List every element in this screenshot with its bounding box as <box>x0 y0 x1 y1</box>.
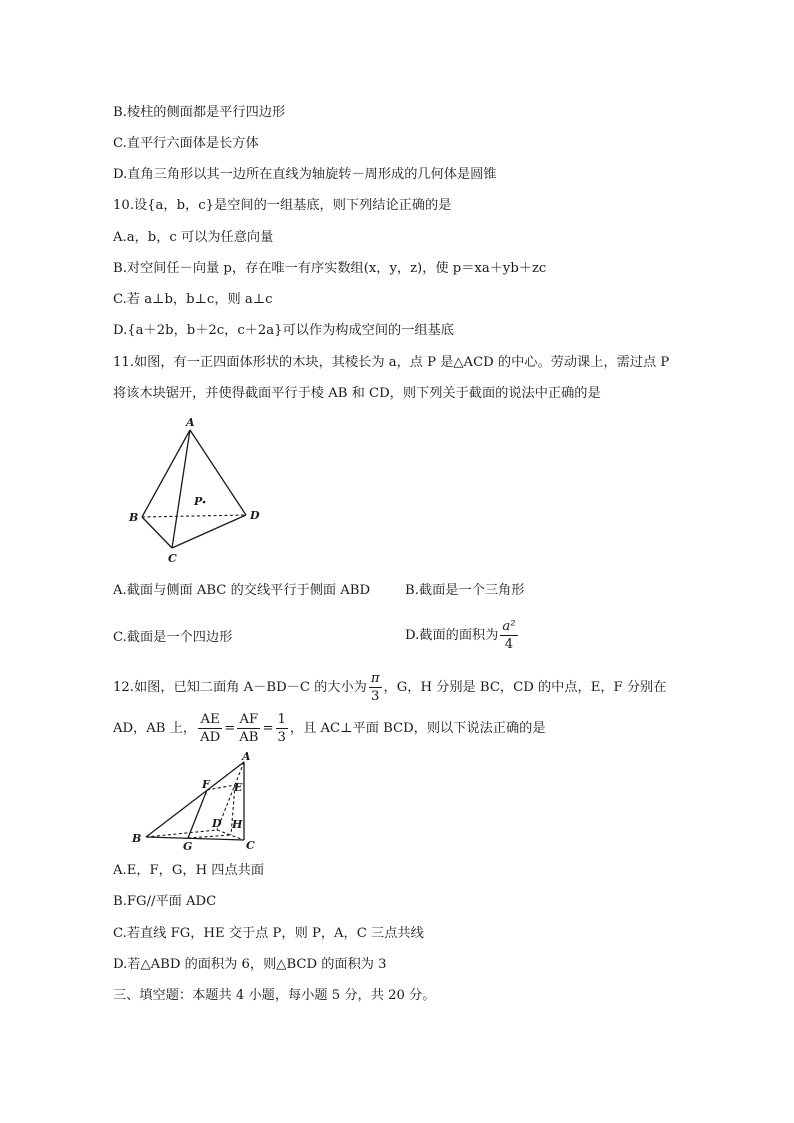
question-12-text-a: 12.如图，已知二面角 A－BD－C 的大小为 <box>113 680 367 695</box>
option-12d: D.若△ABD 的面积为 6，则△BCD 的面积为 3 <box>113 957 387 972</box>
point-p <box>203 501 206 504</box>
edge-bc <box>142 517 172 548</box>
fraction-numerator: 1 <box>277 712 286 727</box>
question-11-line2: 将该木块锯开，并使得截面平行于棱 AB 和 CD，则下列关于截面的说法中正确的是 <box>113 386 601 401</box>
fraction-pi-over-3 <box>369 670 382 705</box>
fraction-numerator: a² <box>502 619 516 634</box>
option-11d <box>405 618 520 653</box>
fraction-af-ab <box>237 711 260 746</box>
label-p: P <box>194 495 203 508</box>
edge-ac <box>172 430 190 548</box>
label-b: B <box>129 511 139 524</box>
fraction-numerator: AE <box>198 711 222 729</box>
equals-sign: = <box>224 721 236 736</box>
fraction-one-third <box>276 711 288 746</box>
option-10b: B.对空间任－向量 p，存在唯一有序实数组(x，y，z)，使 p＝xa＋yb＋zc <box>113 261 547 276</box>
option-11d-text: D.截面的面积为 <box>405 628 499 643</box>
label-f: F <box>202 778 210 791</box>
segment-gh-hidden <box>188 835 231 838</box>
option-11a: A.截面与侧面 ABC 的交线平行于侧面 ABD <box>113 583 371 598</box>
fraction-denominator: 4 <box>504 637 514 652</box>
label-c: C <box>246 839 255 852</box>
label-b: B <box>132 832 142 845</box>
fraction-denominator: AD <box>200 730 221 745</box>
label-h: H <box>232 818 243 831</box>
question-12-line2 <box>113 711 546 746</box>
label-d: D <box>212 817 222 830</box>
edge-cd <box>172 515 246 548</box>
fraction-denominator: 3 <box>371 689 380 704</box>
option-12b: B.FG//平面 ADC <box>113 894 217 909</box>
fraction-a2-over-4 <box>500 618 517 653</box>
fraction-numerator: AF <box>237 711 260 729</box>
option-11b: B.截面是一个三角形 <box>405 583 525 598</box>
question-12-text-d: ，且 AC⊥平面 BCD，则以下说法正确的是 <box>289 721 546 736</box>
question-12-text-b: ，G，H 分别是 BC，CD 的中点，E，F 分别在 <box>383 680 667 695</box>
equals-sign: = <box>262 721 274 736</box>
question-12-line1 <box>113 670 666 705</box>
edge-dc-hidden <box>217 830 244 840</box>
question-11-line1: 11.如图，有一正四面体形状的木块，其棱长为 a，点 P 是△ACD 的中心。劳动课上，需过点 P <box>113 355 670 370</box>
fraction-denominator: AB <box>239 730 259 745</box>
label-a: A <box>242 752 251 763</box>
section-3-heading: 三、填空题：本题共 4 小题，每小题 5 分，共 20 分。 <box>113 988 436 1003</box>
fraction-denominator: 3 <box>277 730 286 745</box>
question-10: 10.设{a，b，c}是空间的一组基底，则下列结论正确的是 <box>113 198 452 213</box>
label-e: E <box>234 781 243 794</box>
option-11c: C.截面是一个四边形 <box>113 630 233 645</box>
dihedral-figure <box>128 752 262 854</box>
fraction-numerator: π <box>370 671 380 686</box>
option-9c: C.直平行六面体是长方体 <box>113 136 259 151</box>
fraction-ae-ad <box>198 711 222 746</box>
label-d: D <box>250 509 260 522</box>
option-10d: D.{a＋2b，b＋2c，c＋2a}可以作为构成空间的一组基底 <box>113 323 454 338</box>
option-12a: A.E，F，G，H 四点共面 <box>113 863 265 878</box>
tetrahedron-figure <box>122 414 272 566</box>
edge-bd-hidden <box>146 830 217 837</box>
option-12c: C.若直线 FG，HE 交于点 P，则 P，A，C 三点共线 <box>113 926 424 941</box>
label-a: A <box>186 416 195 429</box>
option-10a: A.a，b，c 可以为任意向量 <box>113 230 274 245</box>
option-9d: D.直角三角形以其一边所在直线为轴旋转－周形成的几何体是圆锥 <box>113 167 497 182</box>
edge-bd-hidden <box>142 515 246 517</box>
question-12-text-c: AD，AB 上， <box>113 721 197 736</box>
option-10c: C.若 a⊥b，b⊥c，则 a⊥c <box>113 292 273 307</box>
label-c: C <box>168 552 177 565</box>
label-g: G <box>183 840 193 853</box>
option-9b: B.棱柱的侧面都是平行四边形 <box>113 105 286 120</box>
